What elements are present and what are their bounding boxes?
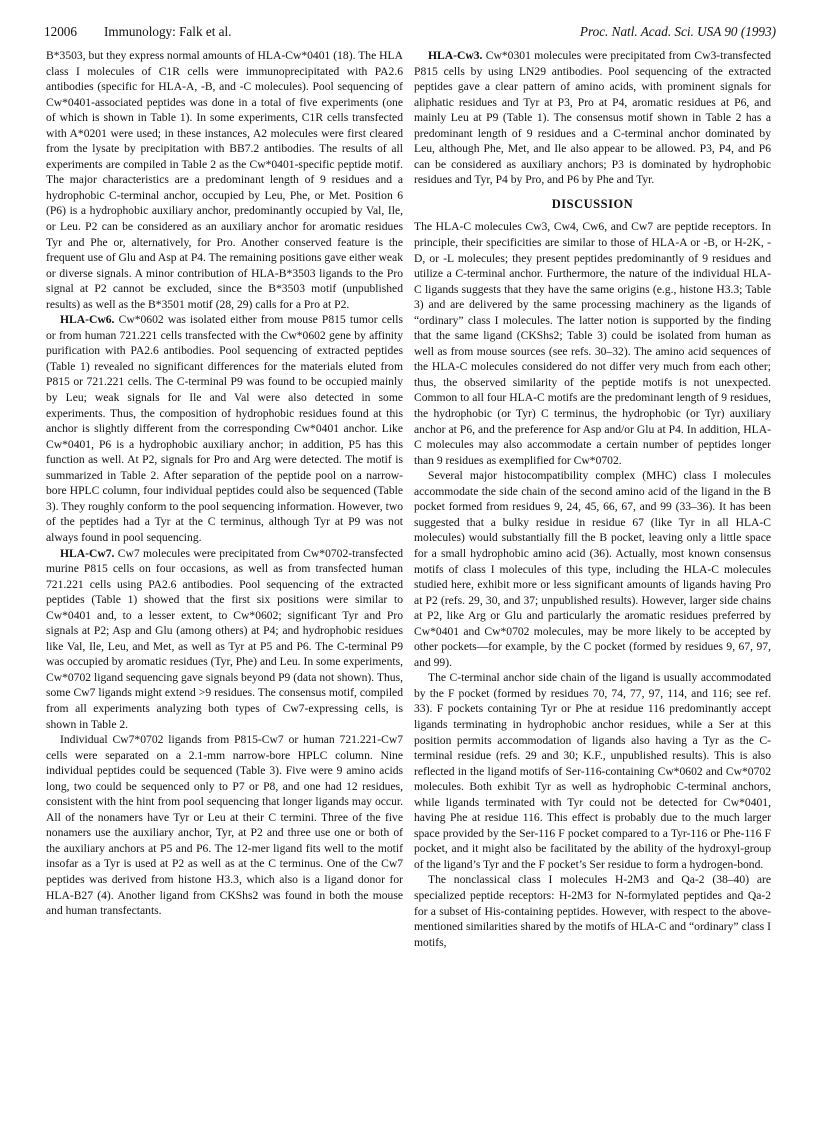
paragraph-discussion-1: The HLA-C molecules Cw3, Cw4, Cw6, and Cw7 are peptide receptors. In principle, their specificities are similar to those of HLA-A or -B, or H-2K, -D, or -L molecules; they present peptides predominantly of 9 residues and utilize a C-terminal anchor. Furthermore, the nature of the individual HLA-C ligands suggests that they have the same origins (e.g., histone H3.3; Table 3) and are delivered by the same processing machinery as the ligands of “ordinary” class I molecules. The latter notion is supported by the finding that the same ligand (CKShs2; Table 3) could be isolated from human as well as from mouse sources (see refs. 30–32). The amino acid sequences of the HLA-C molecules considered do not differ very much from each other; thus, the observed similarity of the peptide motifs is not unexpected. Common to all four HLA-C motifs are the predominant length of 9 residues, the hydrophobic (or Tyr) C terminus, the hydrophobic (or Tyr) auxiliary anchor at P6, and the preference for Asp and/or Glu at P4. In addition, HLA-C molecules may also accommodate a certain number of peptides longer than 9 residues as exemplified for Cw*0702.	[414, 220, 771, 467]
paragraph-hla-cw3	[414, 48, 771, 188]
left-column	[46, 48, 403, 919]
text-hla-cw6: Cw*0602 was isolated either from mouse P815 tumor cells or from human 721.221 cells transfected with the Cw*0602 gene by affinity purification with PA2.6 antibodies. Pool sequencing of extracted peptides (Table 1) revealed no significant differences for the materials eluted from P815 or 721.221 cells. The C-terminal P9 was found to be occupied mainly by Leu; weak signals for Ile and Val were also detected in some experiments. Thus, the composition of hydrophobic residues found at this anchor is slightly different from the corresponding Cw*0401 anchor. Like Cw*0401, P6 is a hydrophobic auxiliary anchor; in addition, P5 has this function as well. At P2, signals for Pro and Arg were detected. The motif is summarized in Table 2. After separation of the peptide pool on a narrow-bore HPLC column, four individual peptides could also be sequenced (Table 3). They roughly conform to the pool sequencing information. However, two of the peptides had a Tyr at the C terminus, although Tyr at P9 was not always found in pool sequencing.	[46, 313, 403, 544]
page-header	[44, 24, 776, 44]
paragraph-discussion-2: Several major histocompatibility complex (MHC) class I molecules accommodate the side chain of the second amino acid of the ligand in the B pocket formed from residues 9, 24, 45, 66, 67, and 99 (33–36). It has been suggested that a bulky residue in residue 67 (like Tyr in all HLA-C molecules) would substantially fill the B pocket, leaving only a little space for a small hydrophobic amino acid (36). Actually, most known consensus motifs of class I molecules of this type, including the HLA-C molecules studied here, exhibit more or less significant amounts of ligands having Pro at P2 (refs. 29, 30, and 37; unpublished results). However, larger side chains at P2, like Arg or Glu and particularly the aromatic residues preferred by Cw*0401 and Cw*0702 molecules, may be more likely to be accepted by other pockets—for example, by the C pocket (formed by residues 9, 67, 97, and 99).	[414, 469, 771, 669]
text-hla-cw3: Cw*0301 molecules were precipitated from Cw3-transfected P815 cells by using LN29 antibodies. Pool sequencing of the extracted peptides gave a clear pattern of amino acids, with prominent signals for aliphatic residues and Tyr at P3, Pro at P4, aromatic residues at P6, and mainly Leu at P9 (Table 1). The consensus motif shown in Table 2 has a predominant length of 9 residues and a C-terminal anchor dominated by Leu, although Phe, Met, and Ile also appear to be allowed. P3, P4, and P6 can be considered as auxiliary anchors; P3 is dominated by hydrophobic residues and Tyr, P4 by Pro, and P6 by Phe and Tyr.	[414, 49, 771, 187]
right-column	[414, 48, 771, 950]
heading-hla-cw3: HLA-Cw3.	[428, 49, 483, 62]
text-hla-cw7: Cw7 molecules were precipitated from Cw*0702-transfected murine P815 cells on four occasions, as well as from transfected human 721.221 cells using PA2.6 antibodies. Pool sequencing of the extracted peptides (Table 1) showed that the first six positions were similar to Cw*0401 and, to a lesser extent, to Cw*0602; significant Tyr and Pro signals at P2; Asp and Glu (among others) at P4; and hydrophobic residues like Val, Ile, Leu, and Met, as well as Tyr at P5 and P6. The C-terminal P9 was occupied by aromatic residues (Tyr, Phe) and Leu. In some experiments, Cw*0702 ligand sequencing gave signals beyond P9 (data not shown). Thus, some Cw7 ligands might extend >9 residues. The consensus motif, compiled from all experiments analyzing both types of Cw7-expressing cells, is shown in Table 2.	[46, 546, 403, 731]
paragraph-cw7-ligands: Individual Cw7*0702 ligands from P815-Cw7 or human 721.221-Cw7 cells were separated on a 2.1-mm narrow-bore HPLC column. Nine individual peptides could be sequenced (Table 3). Five were 9 amino acids long, two could be sequenced only to P7 or P8, and one had 12 residues, consistent with the hint from pool sequencing that longer ligands may occur. All of the nonamers have Tyr or Leu at their C termini. Three of the five nonamers use the auxiliary anchor, Tyr, at P2 and three use one or both of the auxiliary anchors at P5 and P6. The 12-mer ligand fits well to the motif insofar as a Tyr is used at P2 as well as at the C terminus. One of the Cw7 peptides was derived from histone H3.3, which also is a ligand donor for HLA-B27 (4). Another ligand from CKShs2 was found in both the mouse and human transfectants.	[46, 733, 403, 918]
paragraph-cw4-continued: B*3503, but they express normal amounts of HLA-Cw*0401 (18). The HLA class I molecules of C1R cells were immunoprecipitated with PA2.6 antibodies (specific for HLA-A, -B, and -C molecules). Pool sequencing of Cw*0401-associated peptides was done in a total of five experiments (one of which is shown in Table 1). In some experiments, C1R cells transfected with A*0201 were used; in these instances, A2 molecules were first cleared from the lysate by precipitation with BB7.2 antibodies. The results of all experiments are compiled in Table 2 as the Cw*0401-specific peptide motif. The major characteristics are a predominant length of 9 residues and a hydrophobic C-terminal anchor, occupied by Leu, Phe, or Met. Position 6 (P6) is a hydrophobic auxiliary anchor, predominantly occupied by Val, Ile, or Leu. P2 can be considered as an auxiliary anchor for aromatic residues Tyr and Phe or, alternatively, for Pro. Another conserved feature is the frequent use of Glu and Asp at P4. The remaining positions gave either weak or diverse signals. A minor contribution of HLA-B*3503 ligands to the Pro signal at P2 cannot be excluded, since the B*3503 motif (unpublished results) as well as the B*3501 motif (28, 29) calls for a Pro at P2.	[46, 49, 403, 311]
heading-hla-cw6: HLA-Cw6.	[60, 313, 115, 327]
paragraph-hla-cw6	[46, 312, 403, 545]
paragraph-discussion-3: The C-terminal anchor side chain of the ligand is usually accommodated by the F pocket (formed by residues 70, 74, 77, 97, 114, and 116; see ref. 33). F pockets containing Tyr or Phe at residue 116 predominantly accept ligands terminating in hydrophobic anchor residues, while a Ser at this position permits accommodation of ligands also having a Tyr as the C-terminal residue (refs. 29 and 30; K.F., unpublished results). This is also reflected in the ligand motifs of Ser-116-containing Cw*0602 and Cw*0702 molecules. Both exhibit Tyr as well as hydrophobic C-terminal anchors, while ligands terminated with Tyr could not be detected for Cw*0401, having Phe at residue 116. This effect is probably due to the much larger space provided by the Ser-116 F pocket compared to a Tyr-116 or Phe-116 F pocket, and it might also be facilitated by the ability of the hydroxyl-group of the ligand’s Tyr and the F pocket’s Ser residue to form a hydrogen-bond.	[414, 671, 771, 871]
page-number: 12006	[44, 24, 77, 39]
paragraph-hla-cw7	[46, 546, 403, 733]
journal-citation: Proc. Natl. Acad. Sci. USA 90 (1993)	[579, 24, 776, 39]
paragraph-discussion-4: The nonclassical class I molecules H-2M3 and Qa-2 (38–40) are specialized peptide receptors: H-2M3 for N-formylated peptides and Qa-2 for a subset of His-containing peptides. However, with respect to the above-mentioned similarities shared by the motifs of HLA-C and “ordinary” class I motifs,	[414, 873, 771, 949]
discussion-heading: DISCUSSION	[551, 196, 634, 211]
running-title: Immunology: Falk et al.	[104, 24, 232, 39]
heading-hla-cw7: HLA-Cw7.	[60, 546, 115, 560]
